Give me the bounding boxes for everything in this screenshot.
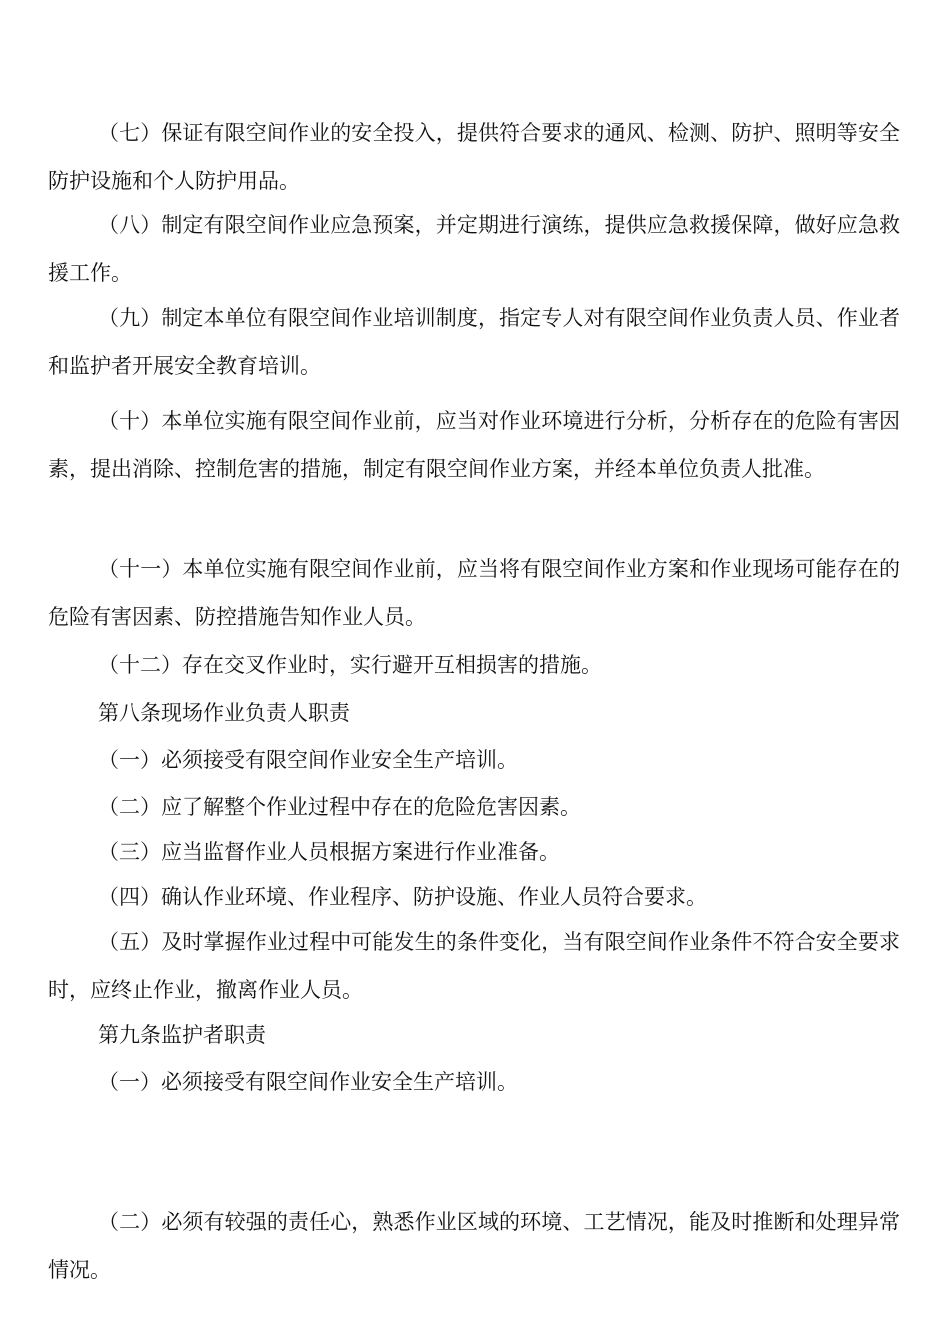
paragraph-7: （七）保证有限空间作业的安全投入，提供符合要求的通风、检测、防护、照明等安全防护设施和个人防护用品。: [48, 121, 900, 193]
paragraph-8: （八）制定有限空间作业应急预案，并定期进行演练，提供应急救援保障，做好应急救援工作。: [48, 213, 900, 285]
article-8-item-1: （一）必须接受有限空间作业安全生产培训。: [98, 748, 518, 772]
article-9-heading: 第九条监护者职责: [98, 1023, 266, 1047]
article-8-item-3: （三）应当监督作业人员根据方案进行作业准备。: [98, 840, 560, 864]
article-9-item-1: （一）必须接受有限空间作业安全生产培训。: [98, 1070, 518, 1094]
article-9-item-2: （二）必须有较强的责任心，熟悉作业区域的环境、工艺情况，能及时推断和处理异常情况。: [48, 1210, 900, 1282]
article-8-item-4: （四）确认作业环境、作业程序、防护设施、作业人员符合要求。: [98, 885, 707, 909]
article-8-item-2: （二）应了解整个作业过程中存在的危险危害因素。: [98, 795, 581, 819]
article-8-heading: 第八条现场作业负责人职责: [98, 701, 350, 725]
paragraph-10: （十）本单位实施有限空间作业前，应当对作业环境进行分析，分析存在的危险有害因素，提出消除、控制危害的措施，制定有限空间作业方案，并经本单位负责人批准。: [48, 409, 900, 481]
paragraph-11: （十一）本单位实施有限空间作业前，应当将有限空间作业方案和作业现场可能存在的危险有害因素、防控措施告知作业人员。: [48, 557, 900, 629]
paragraph-9: （九）制定本单位有限空间作业培训制度，指定专人对有限空间作业负责人员、作业者和监护者开展安全教育培训。: [48, 306, 900, 378]
article-8-item-5: （五）及时掌握作业过程中可能发生的条件变化，当有限空间作业条件不符合安全要求时，应终止作业，撤离作业人员。: [48, 930, 900, 1002]
paragraph-12: （十二）存在交叉作业时，实行避开互相损害的措施。: [98, 653, 602, 677]
